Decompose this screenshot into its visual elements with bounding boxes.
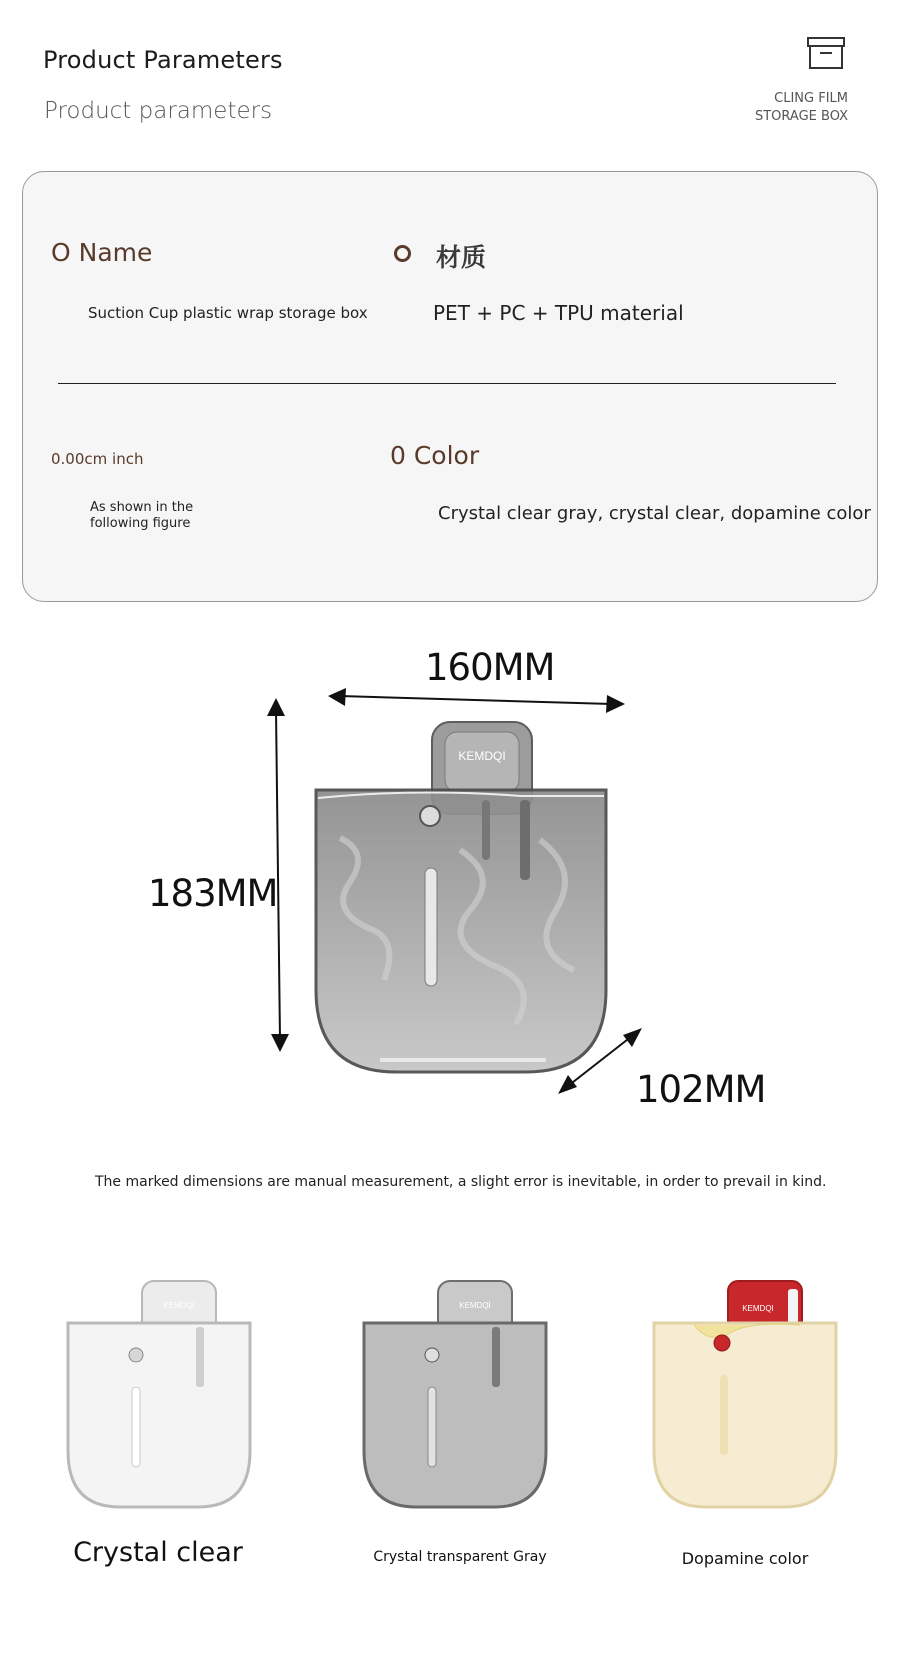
divider bbox=[58, 383, 836, 384]
arrow-head-icon bbox=[558, 1075, 577, 1094]
name-label: O Name bbox=[51, 238, 153, 267]
variant-image-dopamine bbox=[650, 1275, 850, 1515]
brand-line: STORAGE BOX bbox=[754, 109, 848, 124]
circle-bullet-icon bbox=[394, 245, 411, 262]
height-dimension: 183MM bbox=[148, 872, 278, 915]
variant-caption: Dopamine color bbox=[681, 1549, 809, 1568]
variant-caption: Crystal clear bbox=[73, 1537, 243, 1568]
product-logo: KEMDQI bbox=[459, 1301, 491, 1310]
page-subtitle: Product parameters bbox=[44, 98, 273, 124]
product-image bbox=[316, 722, 606, 1072]
width-arrow bbox=[340, 696, 612, 704]
product-logo: KEMDQI bbox=[163, 1301, 195, 1310]
arrow-head-icon bbox=[267, 698, 285, 716]
brand-tagline bbox=[720, 90, 848, 126]
dimension-diagram bbox=[0, 620, 900, 1120]
size-value: As shown in the following figure bbox=[90, 500, 194, 531]
variant-caption: Crystal transparent Gray bbox=[373, 1549, 547, 1565]
width-dimension: 160MM bbox=[425, 646, 555, 689]
variant-image-crystal-clear bbox=[64, 1275, 264, 1515]
arrow-head-icon bbox=[328, 688, 346, 706]
color-label: 0 Color bbox=[390, 441, 480, 470]
arrow-head-icon bbox=[606, 695, 625, 713]
material-value: PET + PC + TPU material bbox=[433, 301, 684, 325]
variant-image-crystal-gray bbox=[360, 1275, 560, 1515]
name-value: Suction Cup plastic wrap storage box bbox=[88, 304, 368, 322]
product-logo: KEMDQI bbox=[458, 749, 506, 763]
storage-box-icon bbox=[806, 36, 846, 70]
brand-line: CLING FILM bbox=[774, 91, 848, 106]
parameters-panel bbox=[22, 171, 878, 602]
color-value: Crystal clear gray, crystal clear, dopamine color bbox=[438, 503, 871, 524]
size-label: 0.00cm inch bbox=[51, 450, 144, 468]
product-logo: KEMDQI bbox=[742, 1304, 774, 1313]
measurement-note: The marked dimensions are manual measurement, a slight error is inevitable, in order to prevail in kind. bbox=[95, 1174, 827, 1190]
arrow-head-icon bbox=[623, 1028, 642, 1047]
page-title: Product Parameters bbox=[43, 46, 283, 74]
arrow-head-icon bbox=[271, 1034, 289, 1052]
material-label: 材质 bbox=[436, 243, 487, 272]
depth-dimension: 102MM bbox=[636, 1068, 766, 1111]
